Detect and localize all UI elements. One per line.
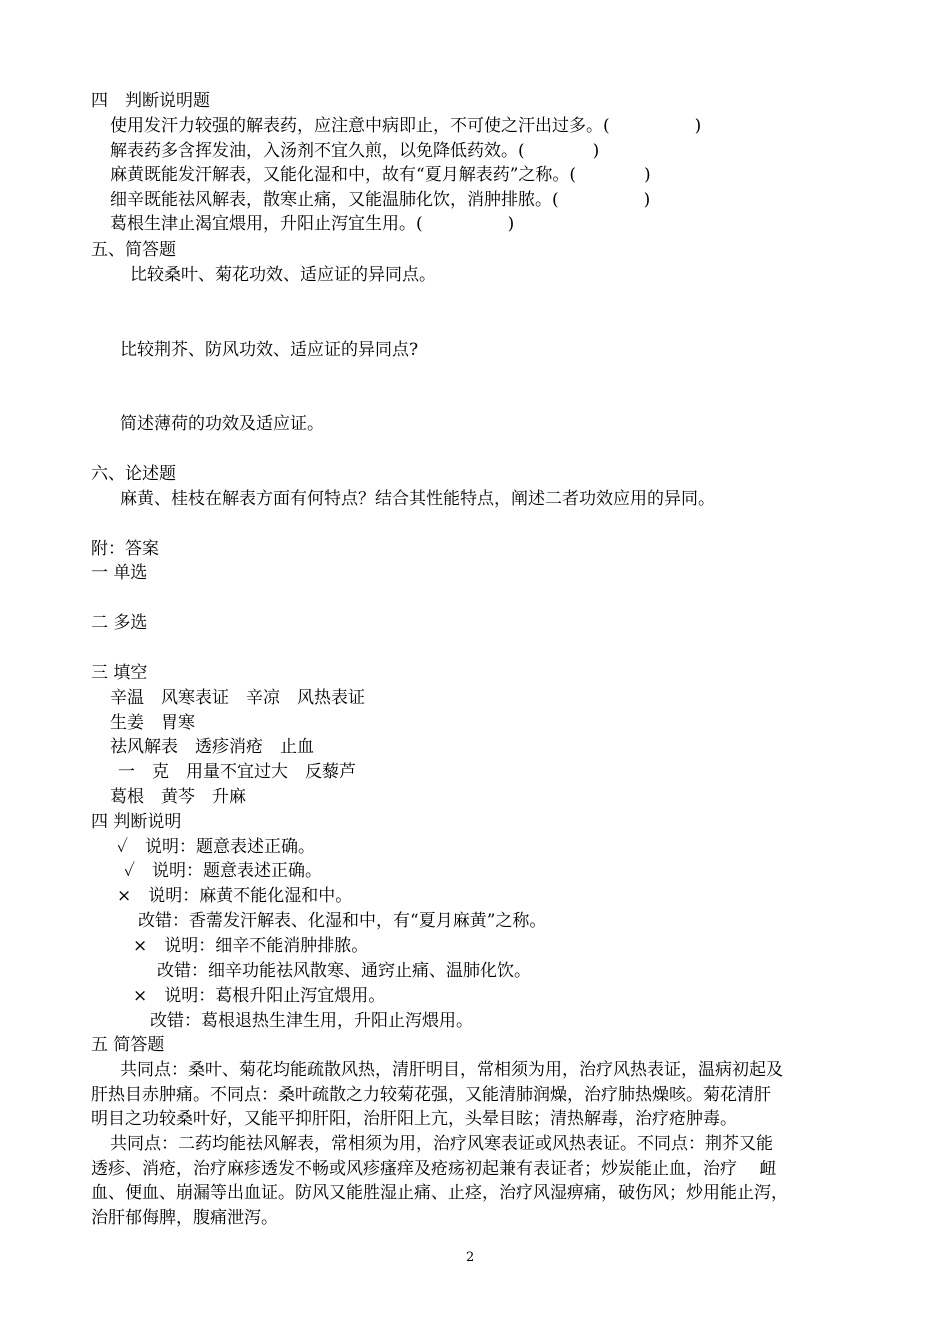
short-question-3: 简述薄荷的功效及适应证。 (120, 414, 324, 434)
section4-heading: 四 判断说明题 (91, 91, 210, 111)
answer-single-choice: 一 单选 (91, 563, 148, 583)
short-answer-2-line-4: 治肝郁侮脾，腹痛泄泻。 (91, 1208, 278, 1228)
judge-question-2: 解表药多含挥发油，入汤剂不宜久煎，以免降低药效。( ) (110, 141, 600, 161)
answer-judge-heading: 四 判断说明 (91, 812, 182, 832)
short-answer-1-line-3: 明目之功较桑叶好，又能平抑肝阳，治肝阳上亢，头晕目眩；清热解毒，治疗疮肿毒。 (91, 1109, 737, 1129)
judge-correction-3: 改错：香薷发汗解表、化湿和中，有“夏月麻黄”之称。 (138, 911, 547, 931)
answers-heading: 附：答案 (91, 539, 159, 559)
judge-answer-2: ✓ 说明：题意表述正确。 (124, 861, 322, 881)
answer-short-heading: 五 简答题 (91, 1035, 165, 1055)
judge-question-1: 使用发汗力较强的解表药，应注意中病即止，不可使之汗出过多。( ) (110, 116, 702, 136)
fill-answer-1: 辛温 风寒表证 辛凉 风热表证 (110, 688, 365, 708)
section5-heading: 五、简答题 (91, 240, 176, 260)
fill-answer-2: 生姜 胃寒 (110, 713, 195, 733)
short-question-2: 比较荆芥、防风功效、适应证的异同点? (120, 340, 419, 360)
judge-correction-5: 改错：葛根退热生津生用，升阳止泻煨用。 (150, 1011, 473, 1031)
page-number: 2 (466, 1250, 475, 1265)
answer-fill-heading: 三 填空 (91, 663, 148, 683)
judge-answer-4: × 说明：细辛不能消肿排脓。 (133, 936, 369, 956)
judge-answer-3: × 说明：麻黄不能化湿和中。 (117, 886, 353, 906)
short-answer-2-line-1: 共同点：二药均能祛风解表，常相须为用，治疗风寒表证或风热表证。不同点：荆芥又能 (110, 1134, 773, 1154)
short-answer-2-line-2: 透疹、消疮，治疗麻疹透发不畅或风疹瘙痒及疮疡初起兼有表证者；炒炭能止血，治疗 衄 (91, 1159, 777, 1179)
judge-question-3: 麻黄既能发汗解表，又能化湿和中，故有“夏月解表药”之称。( ) (110, 165, 651, 185)
judge-answer-1: ✓ 说明：题意表述正确。 (117, 837, 315, 857)
short-answer-1-line-2: 肝热目赤肿痛。不同点：桑叶疏散之力较菊花强，又能清肺润燥，治疗肺热燥咳。菊花清肝 (91, 1085, 771, 1105)
judge-question-4: 细辛既能祛风解表，散寒止痛，又能温肺化饮，消肿排脓。( ) (110, 190, 651, 210)
short-answer-2-line-3: 血、便血、崩漏等出血证。防风又能胜湿止痛、止痉，治疗风湿痹痛，破伤风；炒用能止泻， (91, 1183, 788, 1203)
essay-question-1: 麻黄、桂枝在解表方面有何特点？结合其性能特点，阐述二者功效应用的异同。 (120, 489, 715, 509)
fill-answer-3: 祛风解表 透疹消疮 止血 (110, 737, 314, 757)
section6-heading: 六、论述题 (91, 464, 176, 484)
judge-correction-4: 改错：细辛功能祛风散寒、通窍止痛、温肺化饮。 (157, 961, 531, 981)
fill-answer-5: 葛根 黄芩 升麻 (110, 787, 246, 807)
fill-answer-4: 一 克 用量不宜过大 反藜芦 (118, 762, 356, 782)
short-answer-1-line-1: 共同点：桑叶、菊花均能疏散风热，清肝明目，常相须为用，治疗风热表证，温病初起及 (120, 1060, 783, 1080)
answer-multi-choice: 二 多选 (91, 613, 148, 633)
judge-question-5: 葛根生津止渴宜煨用，升阳止泻宜生用。( ) (110, 214, 515, 234)
judge-answer-5: × 说明：葛根升阳止泻宜煨用。 (133, 986, 386, 1006)
short-question-1: 比较桑叶、菊花功效、适应证的异同点。 (130, 265, 436, 285)
